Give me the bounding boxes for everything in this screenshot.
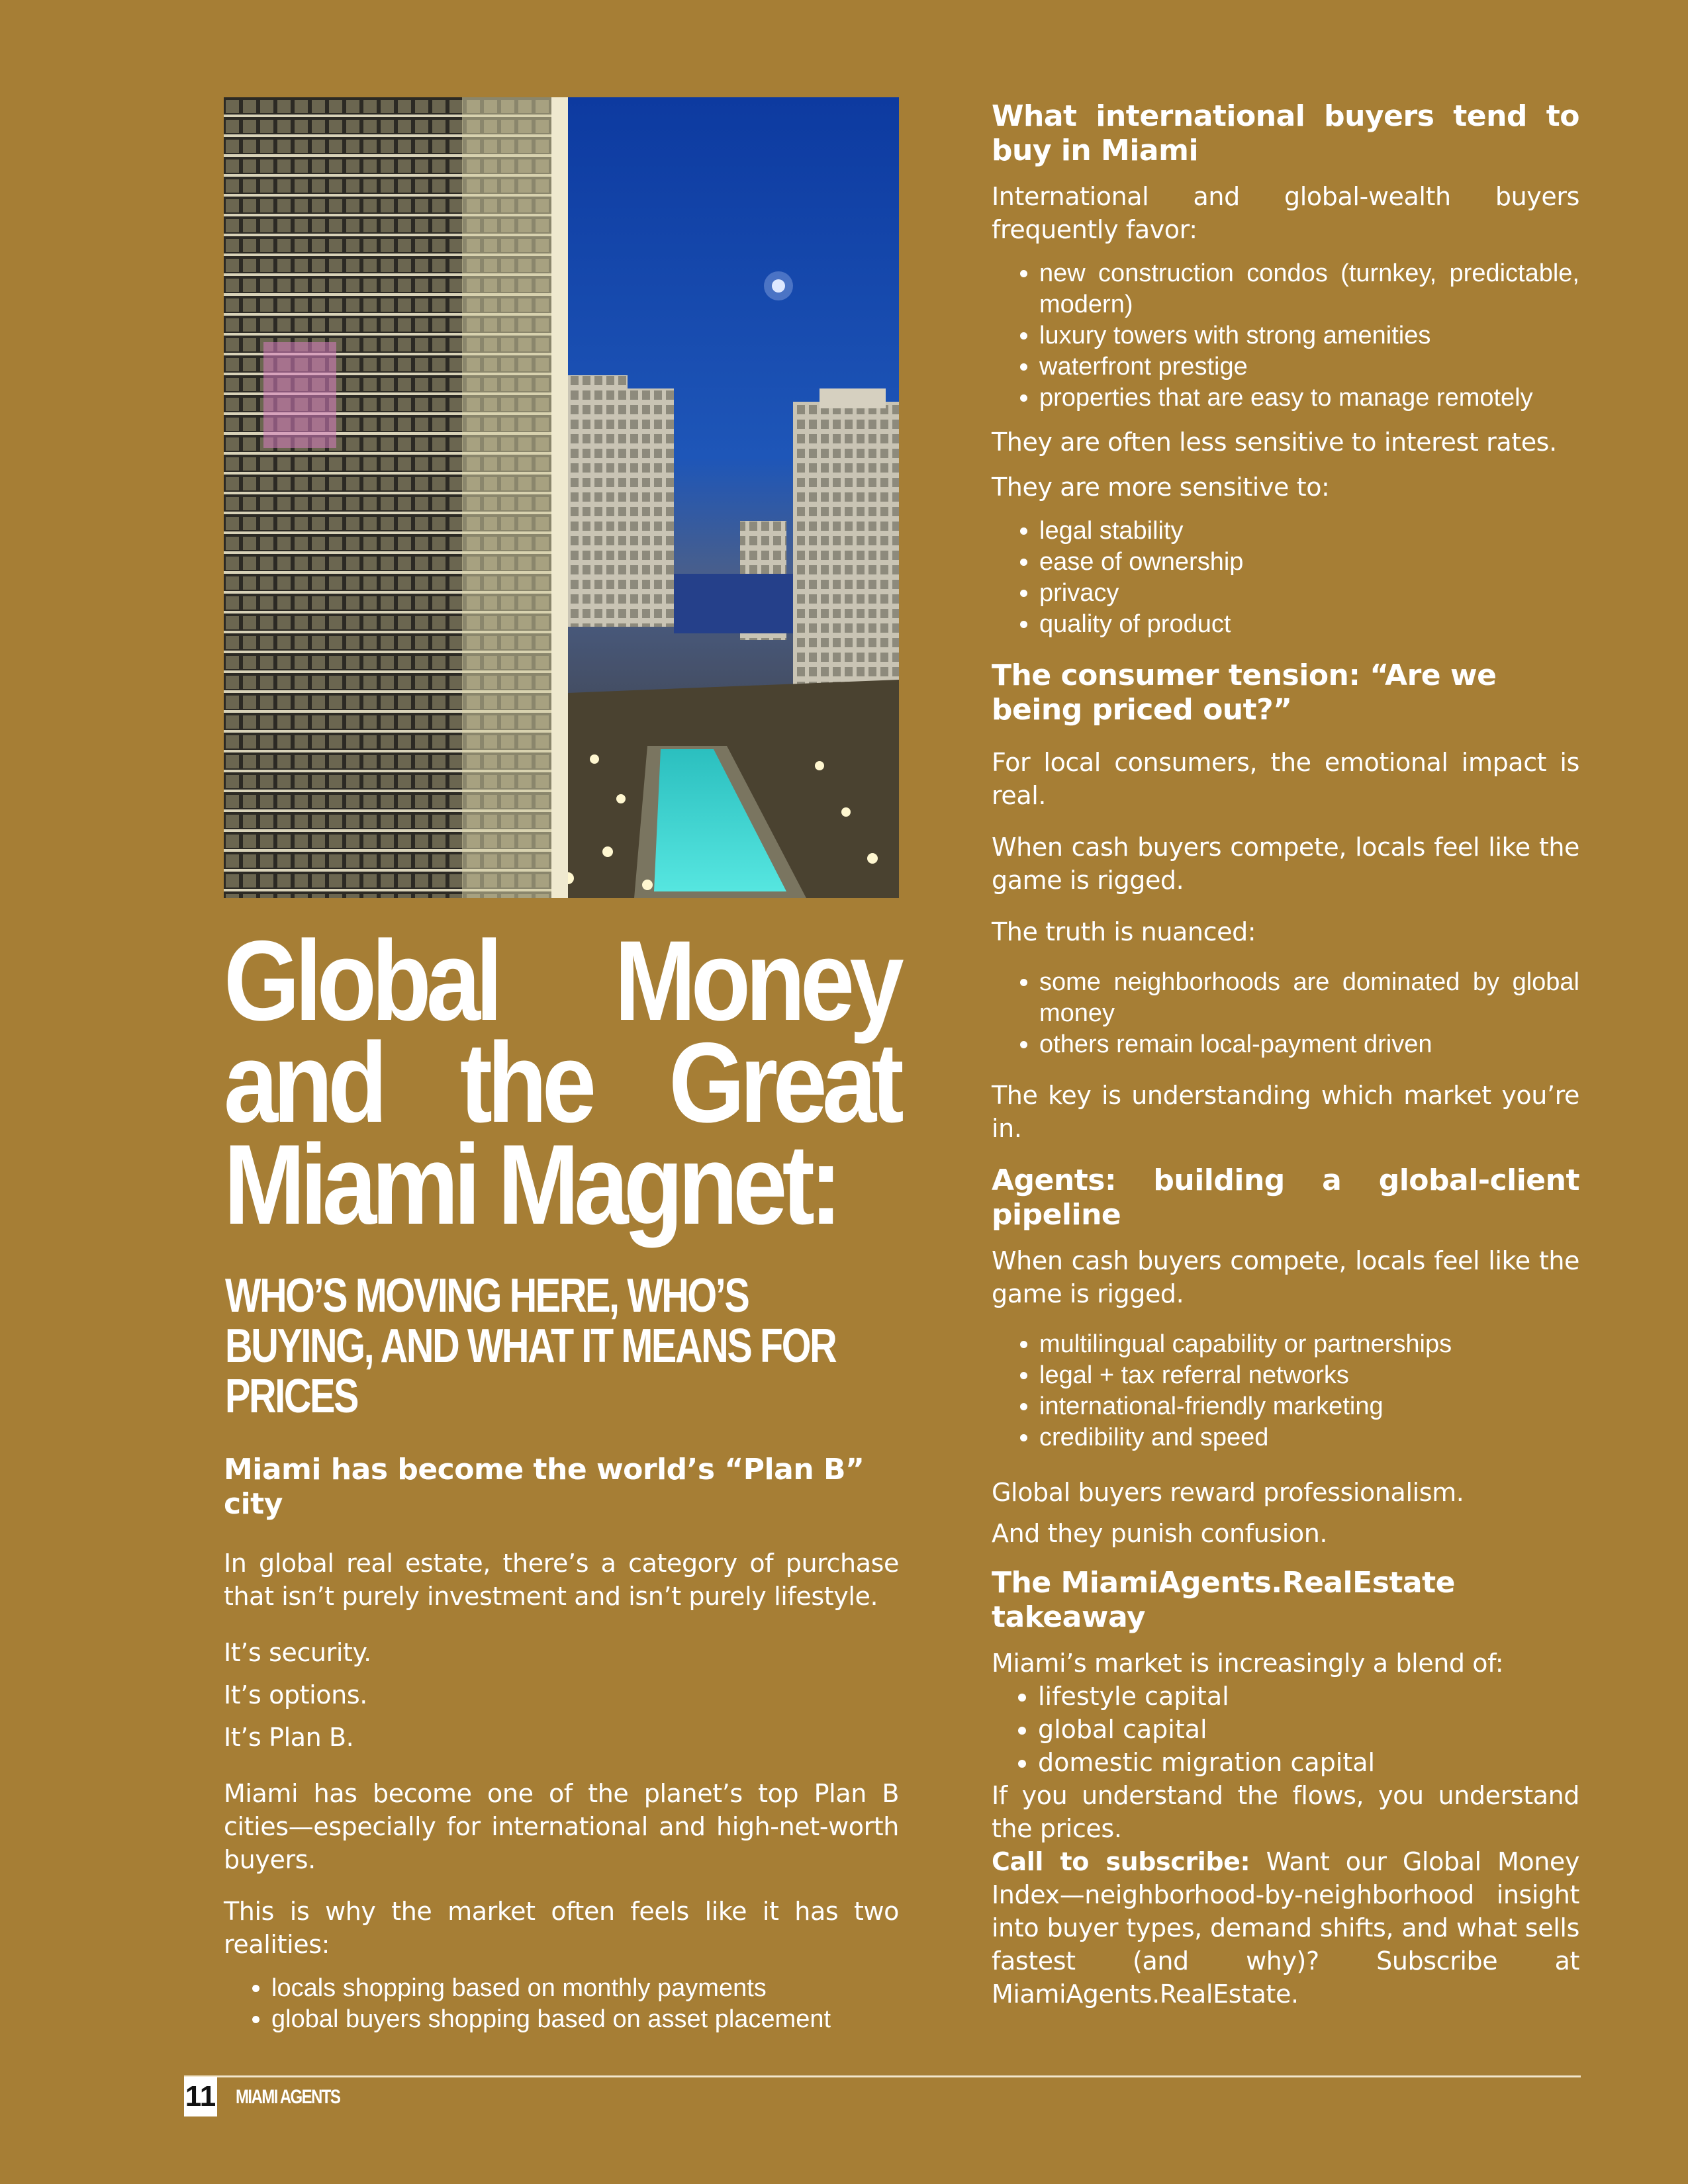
section-heading-international-buyers: What international buyers tend to buy in Miami xyxy=(992,99,1579,167)
short-line: It’s security. xyxy=(224,1638,371,1667)
left-column xyxy=(224,1453,899,2035)
section-heading-plan-b: Miami has become the world’s “Plan B” city xyxy=(224,1453,865,1521)
section-heading-agents: Agents: building a global-client pipeline xyxy=(992,1163,1579,1232)
paragraph: They are more sensitive to: xyxy=(992,473,1330,502)
list-item: • legal + tax referral networks xyxy=(1039,1360,1579,1391)
paragraph: Miami has become one of the planet’s top Plan B cities—especially for international and high-net-worth buyers. xyxy=(224,1779,899,1874)
bullet-list xyxy=(992,1329,1579,1453)
bullet-list xyxy=(992,967,1579,1060)
list-item: • global capital xyxy=(1038,1713,1579,1746)
paragraph: When cash buyers compete, locals feel like the game is rigged. xyxy=(992,833,1579,895)
list-item: • lifestyle capital xyxy=(1038,1680,1579,1713)
list-item: • credibility and speed xyxy=(1039,1422,1579,1453)
list-item: • some neighborhoods are dominated by global money xyxy=(1039,967,1579,1029)
paragraph: Miami’s market is increasingly a blend of: xyxy=(992,1649,1504,1678)
paragraph: They are often less sensitive to interest rates. xyxy=(992,428,1557,457)
hero-photo-miami-towers xyxy=(224,97,899,898)
list-item: • luxury towers with strong amenities xyxy=(1039,320,1579,351)
list-item: • properties that are easy to manage remotely xyxy=(1039,383,1579,414)
short-line: It’s Plan B. xyxy=(224,1723,354,1752)
section-heading-takeaway: The MiamiAgents.RealEstate takeaway xyxy=(992,1566,1455,1634)
section-heading-consumer-tension: The consumer tension: “Are we being priced out?” xyxy=(992,659,1497,727)
list-item: • multilingual capability or partnerships xyxy=(1039,1329,1579,1360)
call-to-subscribe xyxy=(992,1845,1579,2011)
article-subtitle: WHO’S MOVING HERE, WHO’S BUYING, AND WHAT IT MEANS FOR PRICES xyxy=(225,1269,836,1423)
list-item: • quality of product xyxy=(1039,609,1579,640)
list-item: • international-friendly marketing xyxy=(1039,1391,1579,1422)
list-item: • others remain local-payment driven xyxy=(1039,1029,1579,1060)
paragraph: This is why the market often feels like it has two realities: xyxy=(224,1897,899,1959)
bullet-list xyxy=(992,1680,1579,1779)
footer-brand-logo: MIAMI AGENTS xyxy=(236,2086,340,2108)
cta-label: Call to subscribe: xyxy=(992,1847,1250,1876)
paragraph: The truth is nuanced: xyxy=(992,917,1256,946)
bullet-list xyxy=(992,516,1579,640)
right-column xyxy=(992,99,1579,2011)
paragraph: For local consumers, the emotional impact is real. xyxy=(992,748,1579,810)
bullet-list xyxy=(992,258,1579,414)
list-item: • legal stability xyxy=(1039,516,1579,547)
paragraph: Global buyers reward professionalism. xyxy=(992,1478,1464,1507)
list-item: • new construction condos (turnkey, predictable, modern) xyxy=(1039,258,1579,320)
bullet-list xyxy=(224,1973,899,2035)
list-item: • ease of ownership xyxy=(1039,547,1579,578)
paragraph: And they punish confusion. xyxy=(992,1519,1328,1548)
paragraph: In global real estate, there’s a category of purchase that isn’t purely investment and isn’t purely lifestyle. xyxy=(224,1549,899,1611)
list-item: • domestic migration capital xyxy=(1038,1746,1579,1779)
short-line: It’s options. xyxy=(224,1680,367,1709)
paragraph: International and global-wealth buyers frequently favor: xyxy=(992,182,1579,244)
list-item: • locals shopping based on monthly payments xyxy=(271,1973,899,2004)
paragraph: If you understand the flows, you understand the prices. xyxy=(992,1781,1579,1843)
list-item: • global buyers shopping based on asset placement xyxy=(271,2004,899,2035)
list-item: • waterfront prestige xyxy=(1039,351,1579,383)
paragraph: When cash buyers compete, locals feel like the game is rigged. xyxy=(992,1246,1579,1308)
paragraph: The key is understanding which market you’re in. xyxy=(992,1081,1579,1143)
page-number: 11 xyxy=(184,2077,217,2116)
cta-text: Want our Global Money Index—neighborhood-by-neighborhood insight into buyer types, demand shifts, and what sells fastest (and why)? Subscribe at MiamiAgents.RealEstate. xyxy=(992,1847,1579,2009)
list-item: • privacy xyxy=(1039,578,1579,609)
article-title: Global Money and the Great Miami Magnet: xyxy=(224,917,899,1248)
footer-divider xyxy=(184,2075,1581,2077)
